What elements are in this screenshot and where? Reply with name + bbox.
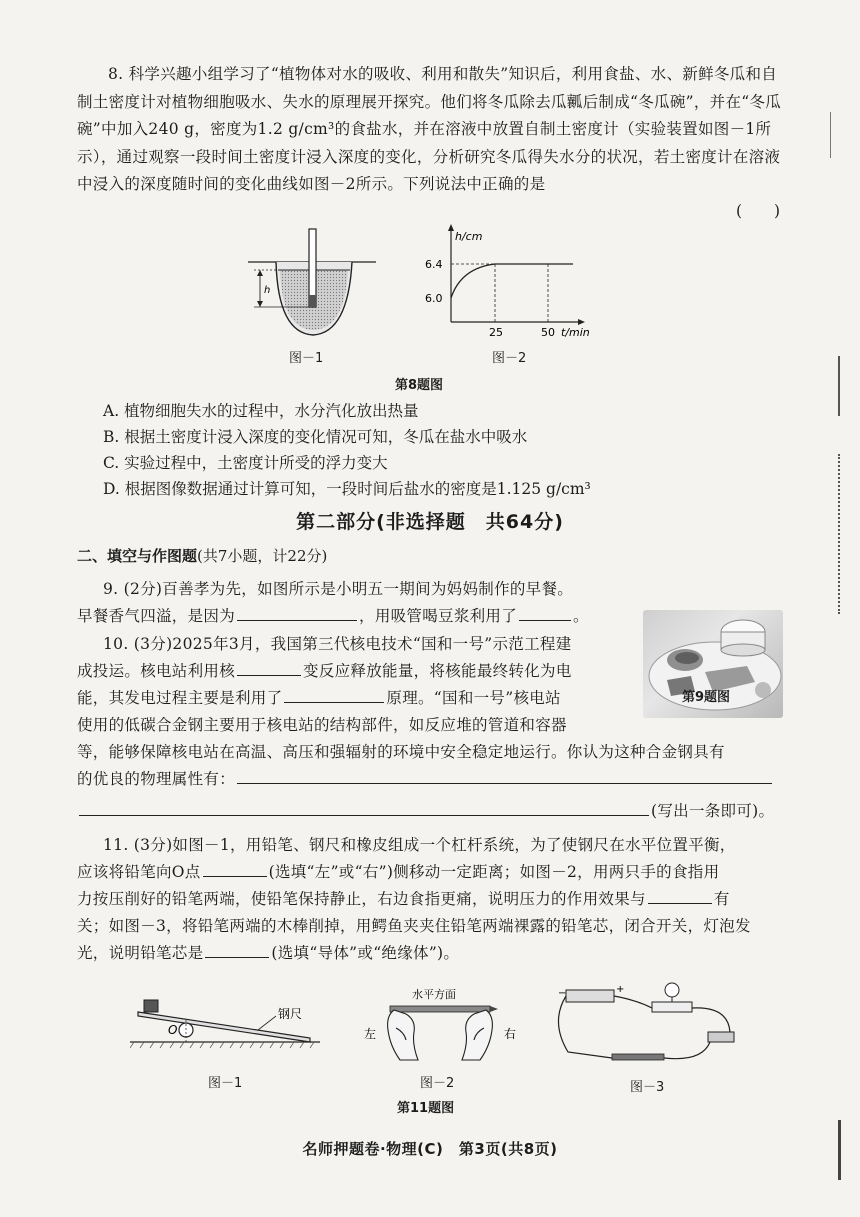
q8-answer-paren: ( ) bbox=[736, 202, 781, 220]
margin-mark-bottom bbox=[838, 1120, 847, 1180]
q9-line2 bbox=[77, 603, 589, 631]
q8-fig2-ytick-64: 6.4 bbox=[425, 258, 443, 271]
q10-blank-1[interactable] bbox=[237, 674, 301, 676]
q10-p4-text: 使用的低碳合金钢主要用于核电站的结构部件，如反应堆的管道和容器 bbox=[77, 716, 567, 734]
q11-l1-text: 11. (3分)如图－1，用铅笔、钢尺和橡皮组成一个杠杆系统，为了使钢尺在水平位置平衡， bbox=[103, 836, 736, 854]
q11-fig1-lever bbox=[130, 990, 330, 1062]
q8-fig1-caption: 图－1 bbox=[289, 351, 324, 366]
q8-fig-title: 第8题图 bbox=[395, 378, 444, 393]
q9-line1-text: 9. (2分)百善孝为先，如图所示是小明五一期间为妈妈制作的早餐。 bbox=[103, 580, 574, 598]
q11-fig3-bulb-icon bbox=[665, 983, 679, 997]
q10-blank-4[interactable] bbox=[79, 814, 649, 816]
q10-blank-3[interactable] bbox=[237, 782, 772, 784]
q11-l2b: (选填“左”或“右”)侧移动一定距离；如图－2，用两只手的食指用 bbox=[268, 863, 720, 881]
q11-l5b: (选填“导体”或“绝缘体”)。 bbox=[271, 944, 460, 962]
q9-line2b: ，用吸管喝豆浆利用了 bbox=[359, 607, 518, 625]
q9-line1 bbox=[103, 576, 573, 604]
q10-p2 bbox=[77, 658, 572, 686]
q9-blank-2[interactable] bbox=[519, 619, 571, 621]
part2-title: 第二部分(非选择题 共64分) bbox=[296, 511, 564, 533]
part2-subtitle bbox=[77, 545, 327, 566]
q10-p2b: 变反应释放能量，将核能最终转化为电 bbox=[303, 662, 572, 680]
q11-fig3-plus-icon: + bbox=[616, 984, 625, 995]
q9-line2a: 早餐香气四溢，是因为 bbox=[77, 607, 236, 625]
q11-l3 bbox=[77, 886, 730, 914]
q10-p2a: 成投运。核电站利用核 bbox=[77, 662, 236, 680]
q8-option-b: B. 根据土密度计浸入深度的变化情况可知，冬瓜在盐水中吸水 bbox=[103, 428, 528, 446]
q10-p3a: 能，其发电过程主要是利用了 bbox=[77, 689, 283, 707]
q10-p6-text: 的优良的物理属性有： bbox=[77, 770, 236, 788]
q11-fig1-origin: O bbox=[168, 1023, 178, 1037]
q8-fig2-curve bbox=[451, 264, 573, 298]
page-footer: 名师押题卷·物理(C) 第3页(共8页) bbox=[302, 1140, 558, 1158]
q11-fig2-caption: 图－2 bbox=[420, 1076, 455, 1091]
part2-subtitle-points: (共7小题，计22分) bbox=[197, 547, 328, 565]
q11-fig1-label: 钢尺 bbox=[278, 1007, 303, 1021]
q11-l3a: 力按压削好的铅笔两端，使铅笔保持静止，右边食指更痛，说明压力的作用效果与 bbox=[77, 890, 646, 908]
q8-fig2-ylabel: h/cm bbox=[455, 230, 483, 243]
q8-fig1-diagram bbox=[248, 225, 383, 345]
q8-stem bbox=[77, 61, 783, 199]
q11-fig-title: 第11题图 bbox=[397, 1101, 455, 1116]
q11-l3b: 有 bbox=[713, 890, 730, 908]
q10-p4 bbox=[77, 712, 567, 740]
q11-l1 bbox=[103, 832, 736, 860]
q11-blank-3[interactable] bbox=[205, 956, 269, 958]
q10-p3b: 原理。“国和一号”核电站 bbox=[386, 689, 561, 707]
q8-fig2-caption: 图－2 bbox=[492, 351, 527, 366]
q8-option-d: D. 根据图像数据通过计算可知，一段时间后盐水的密度是1.125 g/cm³ bbox=[103, 480, 591, 498]
q9-blank-1[interactable] bbox=[237, 619, 357, 621]
q9-fig-title: 第9题图 bbox=[682, 690, 731, 705]
q10-p7-text: (写出一条即可)。 bbox=[651, 802, 775, 820]
q10-p1 bbox=[103, 631, 572, 659]
q11-fig3-circuit bbox=[552, 982, 752, 1072]
q8-fig2-xtick-25: 25 bbox=[489, 326, 503, 339]
q8-option-a: A. 植物细胞失水的过程中，水分汽化放出热量 bbox=[103, 402, 419, 420]
q11-fig3-pencil-lead bbox=[612, 1054, 664, 1060]
q11-fig3-switch-icon bbox=[708, 1032, 734, 1042]
q10-p5 bbox=[77, 739, 725, 767]
q11-blank-1[interactable] bbox=[203, 875, 267, 877]
q10-p6 bbox=[77, 766, 774, 794]
q9-line2c: 。 bbox=[573, 607, 589, 625]
q8-option-c: C. 实验过程中，土密度计所受的浮力变大 bbox=[103, 454, 388, 472]
q8-fig2-xtick-50: 50 bbox=[541, 326, 555, 339]
q10-p5-text: 等，能够保障核电站在高温、高压和强辐射的环境中安全稳定地运行。你认为这种合金钢具有 bbox=[77, 743, 725, 761]
q11-fig3-minus-icon: − bbox=[558, 988, 567, 999]
q11-l5 bbox=[77, 940, 459, 968]
q10-p7 bbox=[77, 798, 774, 826]
q11-fig1-caption: 图－1 bbox=[208, 1076, 243, 1091]
q10-p1-text: 10. (3分)2025年3月，我国第三代核电技术“国和一号”示范工程建 bbox=[103, 635, 572, 653]
q11-l2a: 应该将铅笔向O点 bbox=[77, 863, 201, 881]
q11-l2 bbox=[77, 859, 719, 887]
q8-fig2-xlabel: t/min bbox=[561, 326, 590, 339]
q10-p3 bbox=[77, 685, 561, 713]
part2-subtitle-text: 二、填空与作图题 bbox=[77, 547, 198, 565]
q11-fig3-caption: 图－3 bbox=[630, 1080, 665, 1095]
margin-mark-mid bbox=[838, 356, 846, 416]
q11-l4 bbox=[77, 913, 751, 941]
q11-blank-2[interactable] bbox=[648, 902, 712, 904]
q11-fig2-right-label: 右 bbox=[504, 1027, 517, 1041]
q11-fig2-top-label: 水平方面 bbox=[412, 988, 456, 1001]
q8-stem-text: 8. 科学兴趣小组学习了“植物体对水的吸收、利用和散失”知识后，利用食盐、水、新鲜冬瓜和自制土密度计对植物细胞吸水、失水的原理展开探究。他们将冬瓜除去瓜瓤后制成“冬瓜碗”，并在“冬瓜碗”中加入240 g，密度为1.2 g/cm³的食盐水，并在溶液中放置自制土密度计（实验装置如图－1所示），通过观察一段时间土密度计浸入深度的变化，分析研究冬瓜得失水分的状况，若土密度计在溶液中浸入的深度随时间的变化曲线如图－2所示。下列说法中正确的是 bbox=[77, 65, 782, 193]
q11-fig2-left-label: 左 bbox=[364, 1027, 377, 1041]
q11-fig2-hands bbox=[360, 988, 520, 1068]
q8-fig1-h-label: h bbox=[264, 285, 271, 296]
q11-l5a: 光，说明铅笔芯是 bbox=[77, 944, 204, 962]
q8-fig2-ytick-60: 6.0 bbox=[425, 292, 443, 305]
margin-mark-lower bbox=[838, 454, 846, 614]
margin-mark-top bbox=[830, 112, 847, 158]
q11-l4a: 关；如图－3，将铅笔两端的木棒削掉，用鳄鱼夹夹住铅笔两端裸露的铅笔芯，闭合开关，灯泡发 bbox=[77, 917, 751, 935]
q8-fig2-graph bbox=[413, 222, 613, 340]
q10-blank-2[interactable] bbox=[284, 701, 384, 703]
